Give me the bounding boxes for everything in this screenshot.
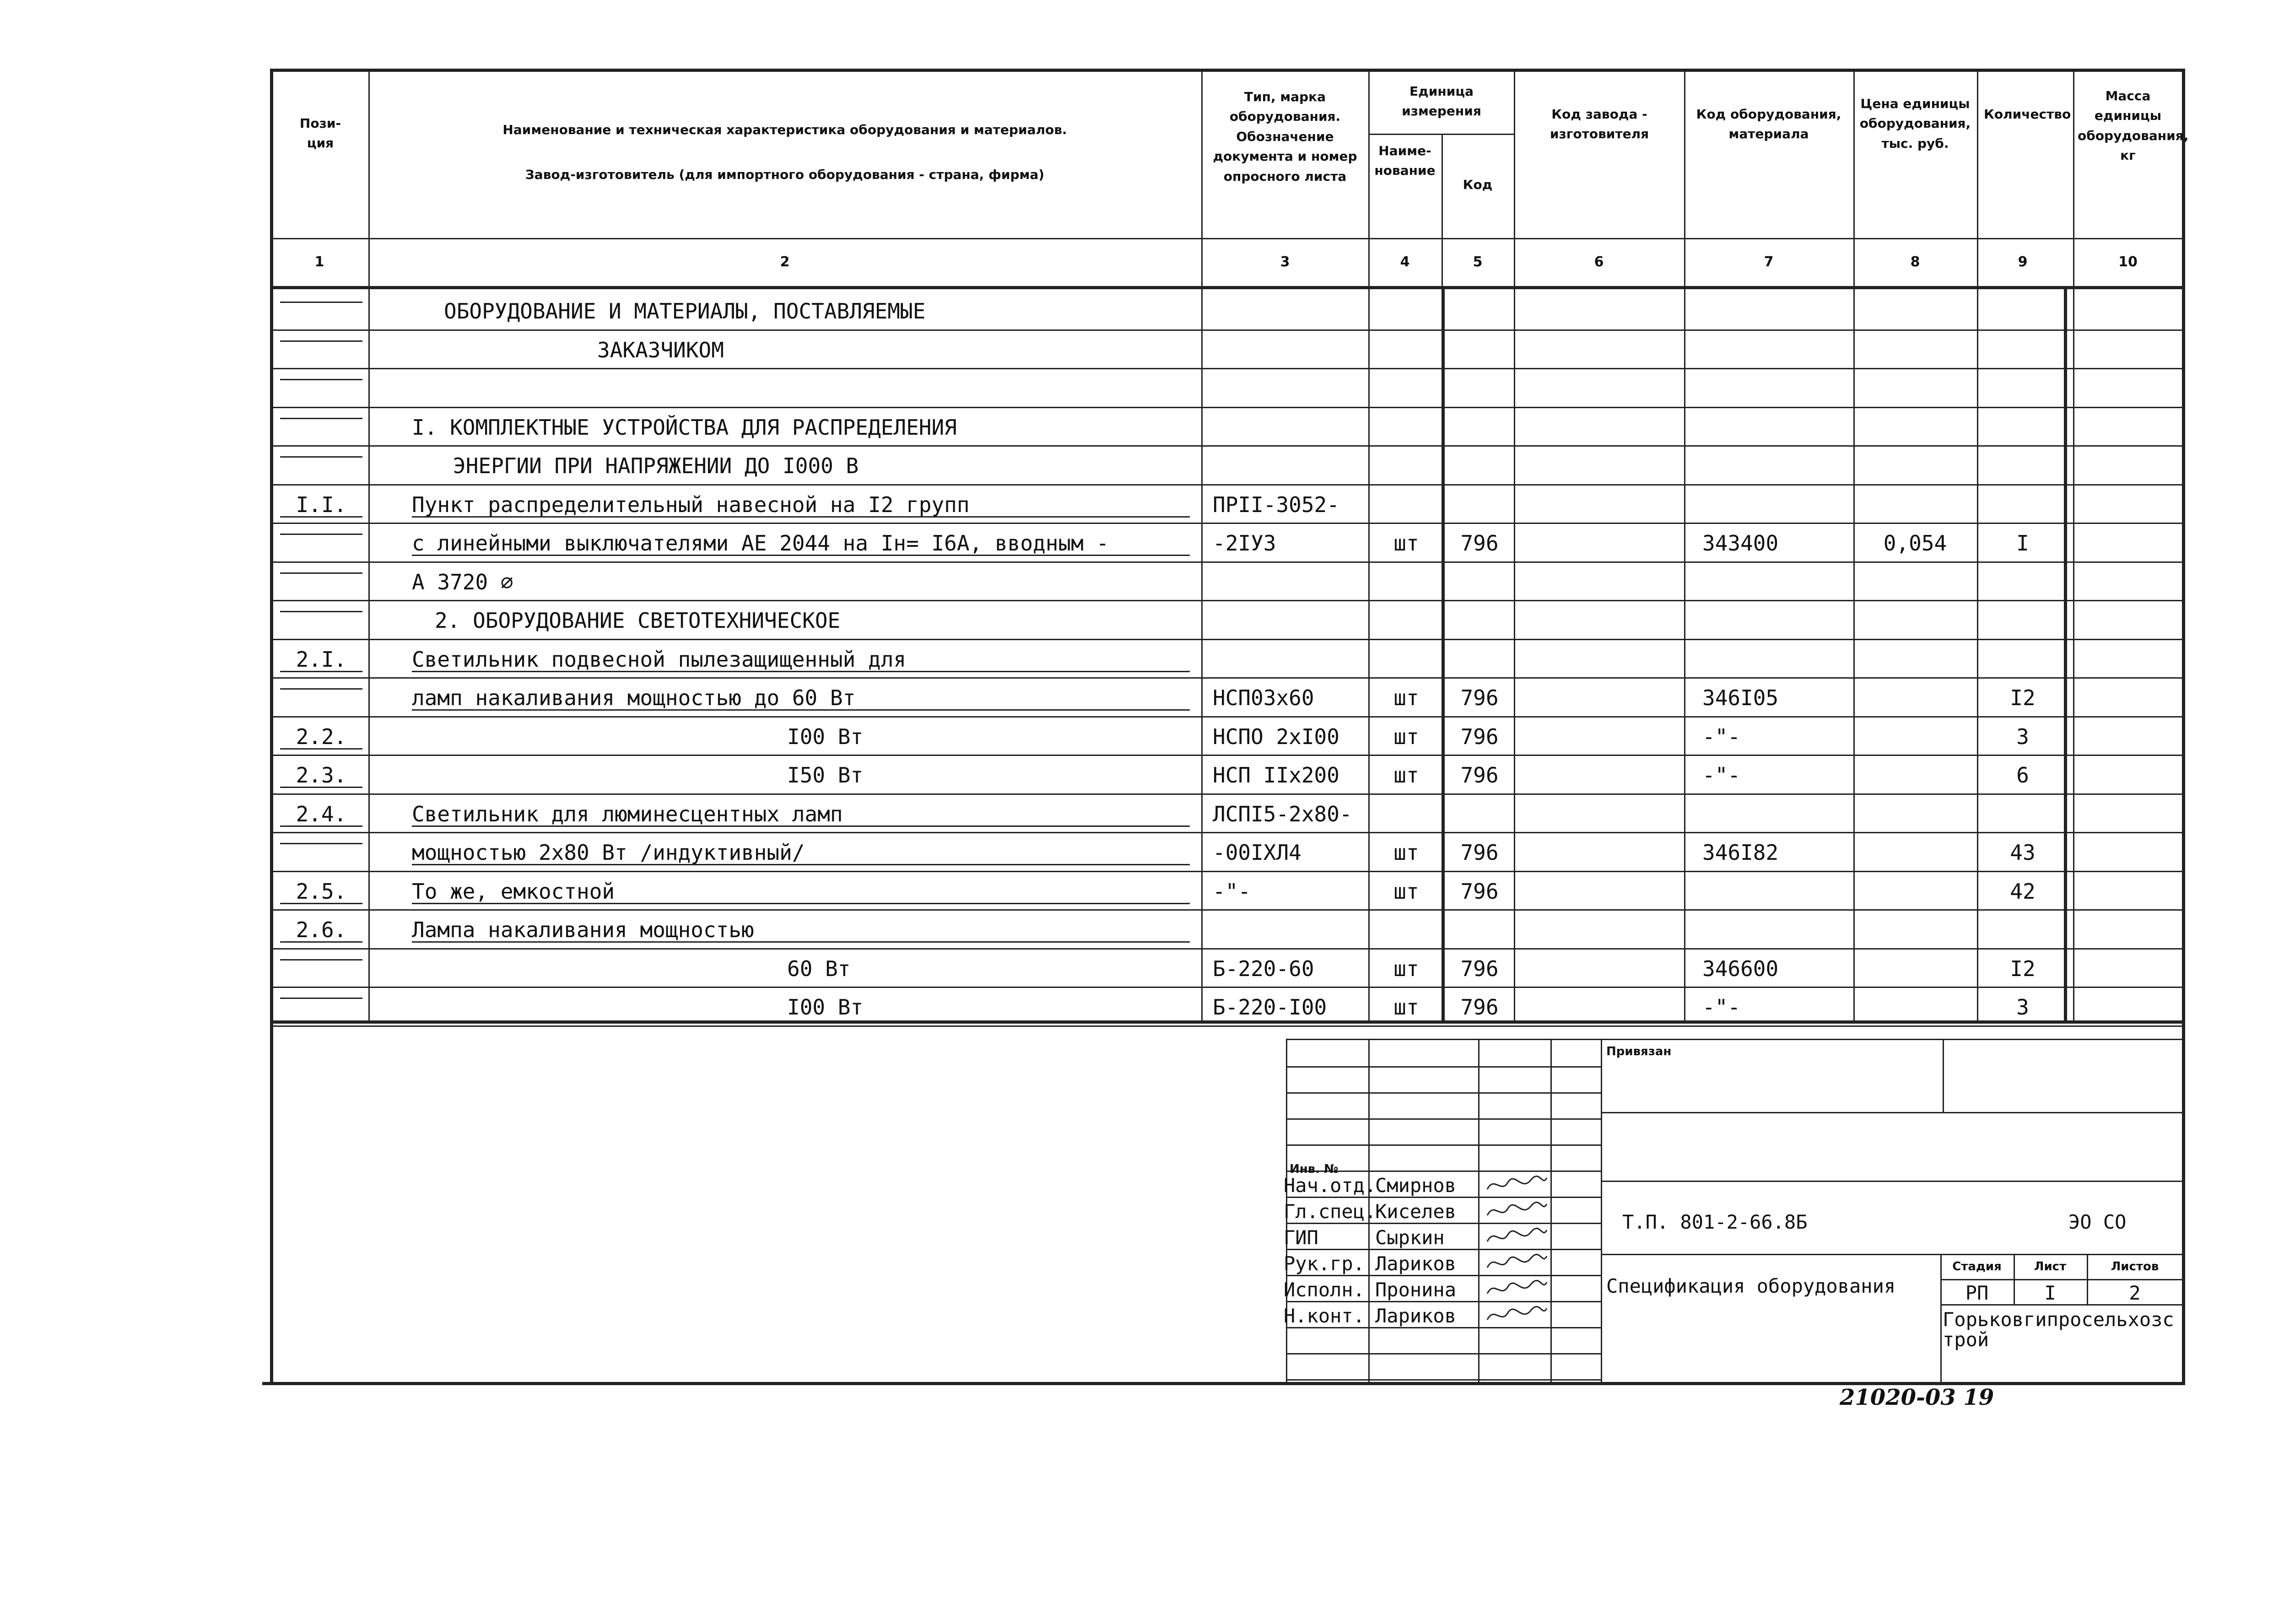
stamp-v3 (1550, 1039, 1552, 1382)
cell-type: НСПО 2хI00 (1213, 724, 1339, 749)
cell-name: ЗАКАЗЧИКОМ (597, 337, 724, 362)
cell-pos (280, 378, 362, 380)
stamp-name: Пронина (1375, 1279, 1457, 1301)
cell-pos (280, 301, 362, 303)
stamp-grid-line (1286, 1379, 1601, 1381)
row-separator (270, 484, 2183, 486)
stamp-name: Смирнов (1375, 1174, 1457, 1197)
column-number: 7 (1764, 254, 1774, 270)
cell-type: Б-220-60 (1213, 956, 1314, 981)
cell-pos: 2.4. (280, 804, 362, 827)
header-plant-code: Код завода - изготовителя (1550, 107, 1649, 142)
cell-pos (280, 610, 362, 612)
cell-name: I50 Вт (787, 763, 864, 788)
cell-name: ЭНЕРГИИ ПРИ НАПРЯЖЕНИИ ДО I000 В (453, 453, 859, 478)
colnum-bottom-line (270, 286, 2183, 289)
cell-code: 796 (1460, 685, 1499, 710)
cell-code: 796 (1460, 531, 1499, 556)
signature-scribble (1485, 1304, 1549, 1324)
signature-icon (1485, 1252, 1549, 1274)
cell-name: 2. ОБОРУДОВАНИЕ СВЕТОТЕХНИЧЕСКОЕ (435, 608, 841, 633)
header-unit-name: Наиме-нование (1374, 143, 1436, 178)
cell-name: То же, емкостной (412, 881, 1190, 904)
cell-type: -"- (1213, 879, 1251, 904)
signature-scribble (1485, 1278, 1549, 1298)
stamp-h-code (1601, 1181, 2183, 1182)
signature-icon (1485, 1225, 1549, 1248)
stamp-name: Сыркин (1375, 1226, 1445, 1249)
header-mass: Масса единицы оборудования, кг (2078, 88, 2189, 163)
header-price: Цена единицы оборудования, тыс. руб. (1859, 96, 1971, 151)
row-separator (270, 523, 2183, 524)
cell-name: I. КОМПЛЕКТНЫЕ УСТРОЙСТВА ДЛЯ РАСПРЕДЕЛЕНИЯ (412, 415, 957, 440)
stamp-org-text: Горьковгипросельхозстрой (1943, 1308, 2174, 1351)
column-number: 1 (314, 254, 324, 270)
signature-icon (1485, 1304, 1549, 1327)
cell-unit: шт (1393, 763, 1419, 788)
header-unit: Единица измерения (1402, 84, 1481, 119)
header-qty: Количество (1984, 107, 2071, 122)
cell-pos (280, 340, 362, 342)
cell-pos: 2.2. (280, 726, 362, 750)
stamp-inv-label: Инв. № (1290, 1162, 1339, 1176)
cell-name: Светильник подвесной пылезащищенный для (412, 649, 1190, 672)
cell-equip-code: -"- (1702, 763, 1741, 788)
cell-pos (280, 958, 362, 960)
cell-code: 796 (1460, 879, 1499, 904)
col-line-2 (1201, 69, 1203, 1020)
signature-icon (1485, 1173, 1549, 1196)
row-separator (270, 948, 2183, 950)
column-number: 6 (1594, 254, 1604, 270)
cell-name: I00 Вт (787, 995, 864, 1020)
cell-pos (280, 842, 362, 844)
column-number: 4 (1400, 254, 1410, 270)
row-separator (270, 755, 2183, 756)
column-number: 10 (2118, 254, 2138, 270)
cell-qty: I (2016, 531, 2029, 556)
cell-pos (280, 572, 362, 574)
col-line-1 (368, 69, 370, 1020)
stamp-h-stage (1940, 1279, 2183, 1280)
cell-qty: 3 (2016, 724, 2029, 749)
column-number: 9 (2018, 254, 2028, 270)
cell-pos (280, 997, 362, 999)
stamp-h-bound (1601, 1112, 2183, 1113)
cell-name: ОБОРУДОВАНИЕ И МАТЕРИАЛЫ, ПОСТАВЛЯЕМЫЕ (444, 299, 926, 324)
stamp-grid-line (1286, 1066, 1601, 1068)
stamp-stage-label: Стадия (1952, 1260, 2002, 1273)
stamp-bound-label: Привязан (1606, 1045, 1672, 1058)
header-unit-code: Код (1463, 177, 1493, 192)
cell-pos: 2.3. (280, 765, 362, 788)
column-number: 8 (1910, 254, 1920, 270)
cell-code: 796 (1460, 995, 1499, 1020)
stamp-v4 (1601, 1039, 1602, 1382)
row-separator (270, 600, 2183, 601)
stamp-doc-code-text: Т.П. 801-2-66.8Б (1622, 1211, 1808, 1233)
cell-name: ламп накаливания мощностью до 60 Вт (412, 687, 1190, 711)
cell-qty: 3 (2016, 995, 2029, 1020)
stamp-role: ГИП (1284, 1226, 1318, 1249)
stamp-name: Лариков (1375, 1305, 1457, 1327)
header-name-line1: Наименование и техническая характеристика оборудования и материалов. (502, 122, 1067, 137)
stamp-h-stage2 (1940, 1304, 2183, 1306)
cell-pos (280, 417, 362, 419)
stamp-sheets-label: Листов (2111, 1260, 2159, 1273)
cell-pos: 2.I. (280, 649, 362, 672)
footer-number: 21020-03 19 (1840, 1385, 1994, 1410)
cell-equip-code: 346I82 (1702, 840, 1779, 865)
signature-scribble (1485, 1199, 1549, 1219)
cell-equip-code: 343400 (1702, 531, 1779, 556)
column-number: 5 (1473, 254, 1483, 270)
stamp-sheet: I (2044, 1282, 2056, 1304)
cell-unit: шт (1393, 956, 1419, 981)
cell-name: Светильник для люминесцентных ламп (412, 804, 1190, 827)
cell-equip-code: 346600 (1702, 956, 1779, 981)
stamp-grid-line (1286, 1118, 1601, 1120)
cell-price: 0,054 (1883, 531, 1947, 556)
cell-unit: шт (1393, 724, 1419, 749)
signature-icon (1485, 1199, 1549, 1222)
row-separator (270, 407, 2183, 408)
cell-qty: I2 (2010, 956, 2036, 981)
cell-unit: шт (1393, 531, 1419, 556)
row-separator (270, 677, 2183, 679)
row-separator (270, 716, 2183, 718)
signature-scribble (1485, 1173, 1549, 1193)
stamp-grid-line (1286, 1144, 1601, 1146)
stamp-role: Рук.гр. (1284, 1252, 1365, 1275)
stamp-grid-line (1286, 1353, 1601, 1354)
cell-pos: I.I. (280, 494, 362, 518)
col-line-3 (1368, 69, 1370, 1020)
cell-equip-code: -"- (1702, 724, 1741, 749)
cell-type: ЛСПI5-2х80- (1213, 801, 1352, 826)
row-separator (270, 909, 2183, 911)
cell-type: НСП03х60 (1213, 685, 1314, 710)
signature-scribble (1485, 1252, 1549, 1272)
stamp-grid-line (1286, 1327, 1601, 1328)
table-bottom-line (270, 1020, 2183, 1024)
cell-name: Пункт распределительный навесной на I2 групп (412, 494, 1190, 518)
stamp-doc-code (1622, 1213, 1808, 1232)
stamp-h-title (1601, 1254, 2183, 1255)
stamp-role: Исполн. (1284, 1279, 1365, 1301)
col-line-9 (2073, 69, 2074, 1020)
signature-scribble (1485, 1225, 1549, 1246)
stamp-name: Киселев (1375, 1200, 1457, 1223)
cell-pos (280, 687, 362, 690)
cell-unit: шт (1393, 995, 1419, 1020)
cell-pos (280, 533, 362, 535)
row-separator (270, 871, 2183, 872)
cell-unit: шт (1393, 879, 1419, 904)
cell-qty: 6 (2016, 763, 2029, 788)
stamp-role: Нач.отд. (1284, 1174, 1377, 1197)
stamp-sheets: 2 (2129, 1282, 2141, 1304)
header-position-text: Пози- ция (299, 116, 341, 151)
stamp-org (1943, 1310, 2181, 1350)
cell-qty: 43 (2010, 840, 2036, 865)
stamp-grid-line (1286, 1249, 1601, 1250)
column-number: 3 (1280, 254, 1290, 270)
unit-split-line (1368, 134, 1514, 135)
cell-equip-code: -"- (1702, 995, 1741, 1020)
stamp-grid-line (1286, 1092, 1601, 1094)
row-separator (270, 368, 2183, 369)
cell-name: мощностью 2х80 Вт /индуктивный/ (412, 842, 1190, 865)
stamp-v6 (1940, 1254, 1942, 1382)
cell-qty: I2 (2010, 685, 2036, 710)
cell-pos: 2.6. (280, 919, 362, 943)
cell-name: с линейными выключателями АЕ 2044 на Iн= I6А, вводным - (412, 533, 1190, 556)
cell-type: НСП IIх200 (1213, 763, 1339, 788)
stamp-grid-line (1286, 1197, 1601, 1198)
row-separator (270, 329, 2183, 331)
cell-code: 796 (1460, 763, 1499, 788)
col-line-7 (1853, 69, 1855, 1020)
cell-name: 60 Вт (787, 956, 851, 981)
header-equip-code: Код оборудования, материала (1696, 107, 1841, 142)
cell-code: 796 (1460, 956, 1499, 981)
stamp-grid-line (1286, 1275, 1601, 1276)
frame-right (2182, 69, 2185, 1382)
cell-name: Лампа накаливания мощностью (412, 919, 1190, 943)
cell-code: 796 (1460, 724, 1499, 749)
frame-top (270, 69, 2185, 72)
cell-equip-code: 346I05 (1702, 685, 1779, 710)
header-bottom-line (270, 238, 2183, 239)
stamp-sheet-mark: ЭО СО (2068, 1211, 2127, 1233)
cell-type: ПРII-3052- (1213, 492, 1339, 517)
cell-pos (280, 455, 362, 458)
stamp-role: Н.конт. (1284, 1305, 1365, 1327)
stamp-sheet-label: Лист (2034, 1260, 2067, 1273)
row-separator (270, 639, 2183, 640)
row-separator (270, 445, 2183, 447)
cell-qty: 42 (2010, 879, 2036, 904)
stamp-grid-line (1286, 1301, 1601, 1302)
frame-left (270, 69, 273, 1382)
col-line-8 (1977, 69, 1978, 1020)
stamp-role: Гл.спец. (1284, 1200, 1377, 1223)
cell-pos: 2.5. (280, 881, 362, 904)
col-line-5 (1514, 69, 1515, 1020)
row-separator (270, 561, 2183, 563)
cell-code: 796 (1460, 840, 1499, 865)
stamp-top (1286, 1039, 2183, 1040)
cell-name: А 3720 ∅ (412, 569, 513, 594)
header-type: Тип, марка оборудования. Обозначение документа и номер опросного листа (1213, 89, 1357, 184)
stamp-name: Лариков (1375, 1252, 1457, 1275)
stamp-stage: РП (1965, 1282, 1989, 1304)
cell-type: Б-220-I00 (1213, 995, 1327, 1020)
row-separator (270, 793, 2183, 795)
column-number: 2 (780, 254, 790, 270)
header-name-line2: Завод-изготовитель (для импортного оборудования - страна, фирма) (525, 167, 1045, 182)
row-separator (270, 832, 2183, 833)
cell-unit: шт (1393, 840, 1419, 865)
cell-type: -00IХЛ4 (1213, 840, 1301, 865)
stamp-title: Спецификация оборудования (1606, 1275, 1896, 1297)
cell-type: -2IУ3 (1213, 531, 1276, 556)
row-separator (270, 1025, 2183, 1027)
stamp-v2 (1478, 1039, 1479, 1382)
cell-name: I00 Вт (787, 724, 864, 749)
stamp-v5 (1943, 1039, 1944, 1112)
stamp-grid-line (1286, 1223, 1601, 1224)
cell-unit: шт (1393, 685, 1419, 710)
row-separator (270, 987, 2183, 988)
col-line-6 (1684, 69, 1685, 1020)
header-position (281, 113, 359, 153)
signature-icon (1485, 1278, 1549, 1300)
